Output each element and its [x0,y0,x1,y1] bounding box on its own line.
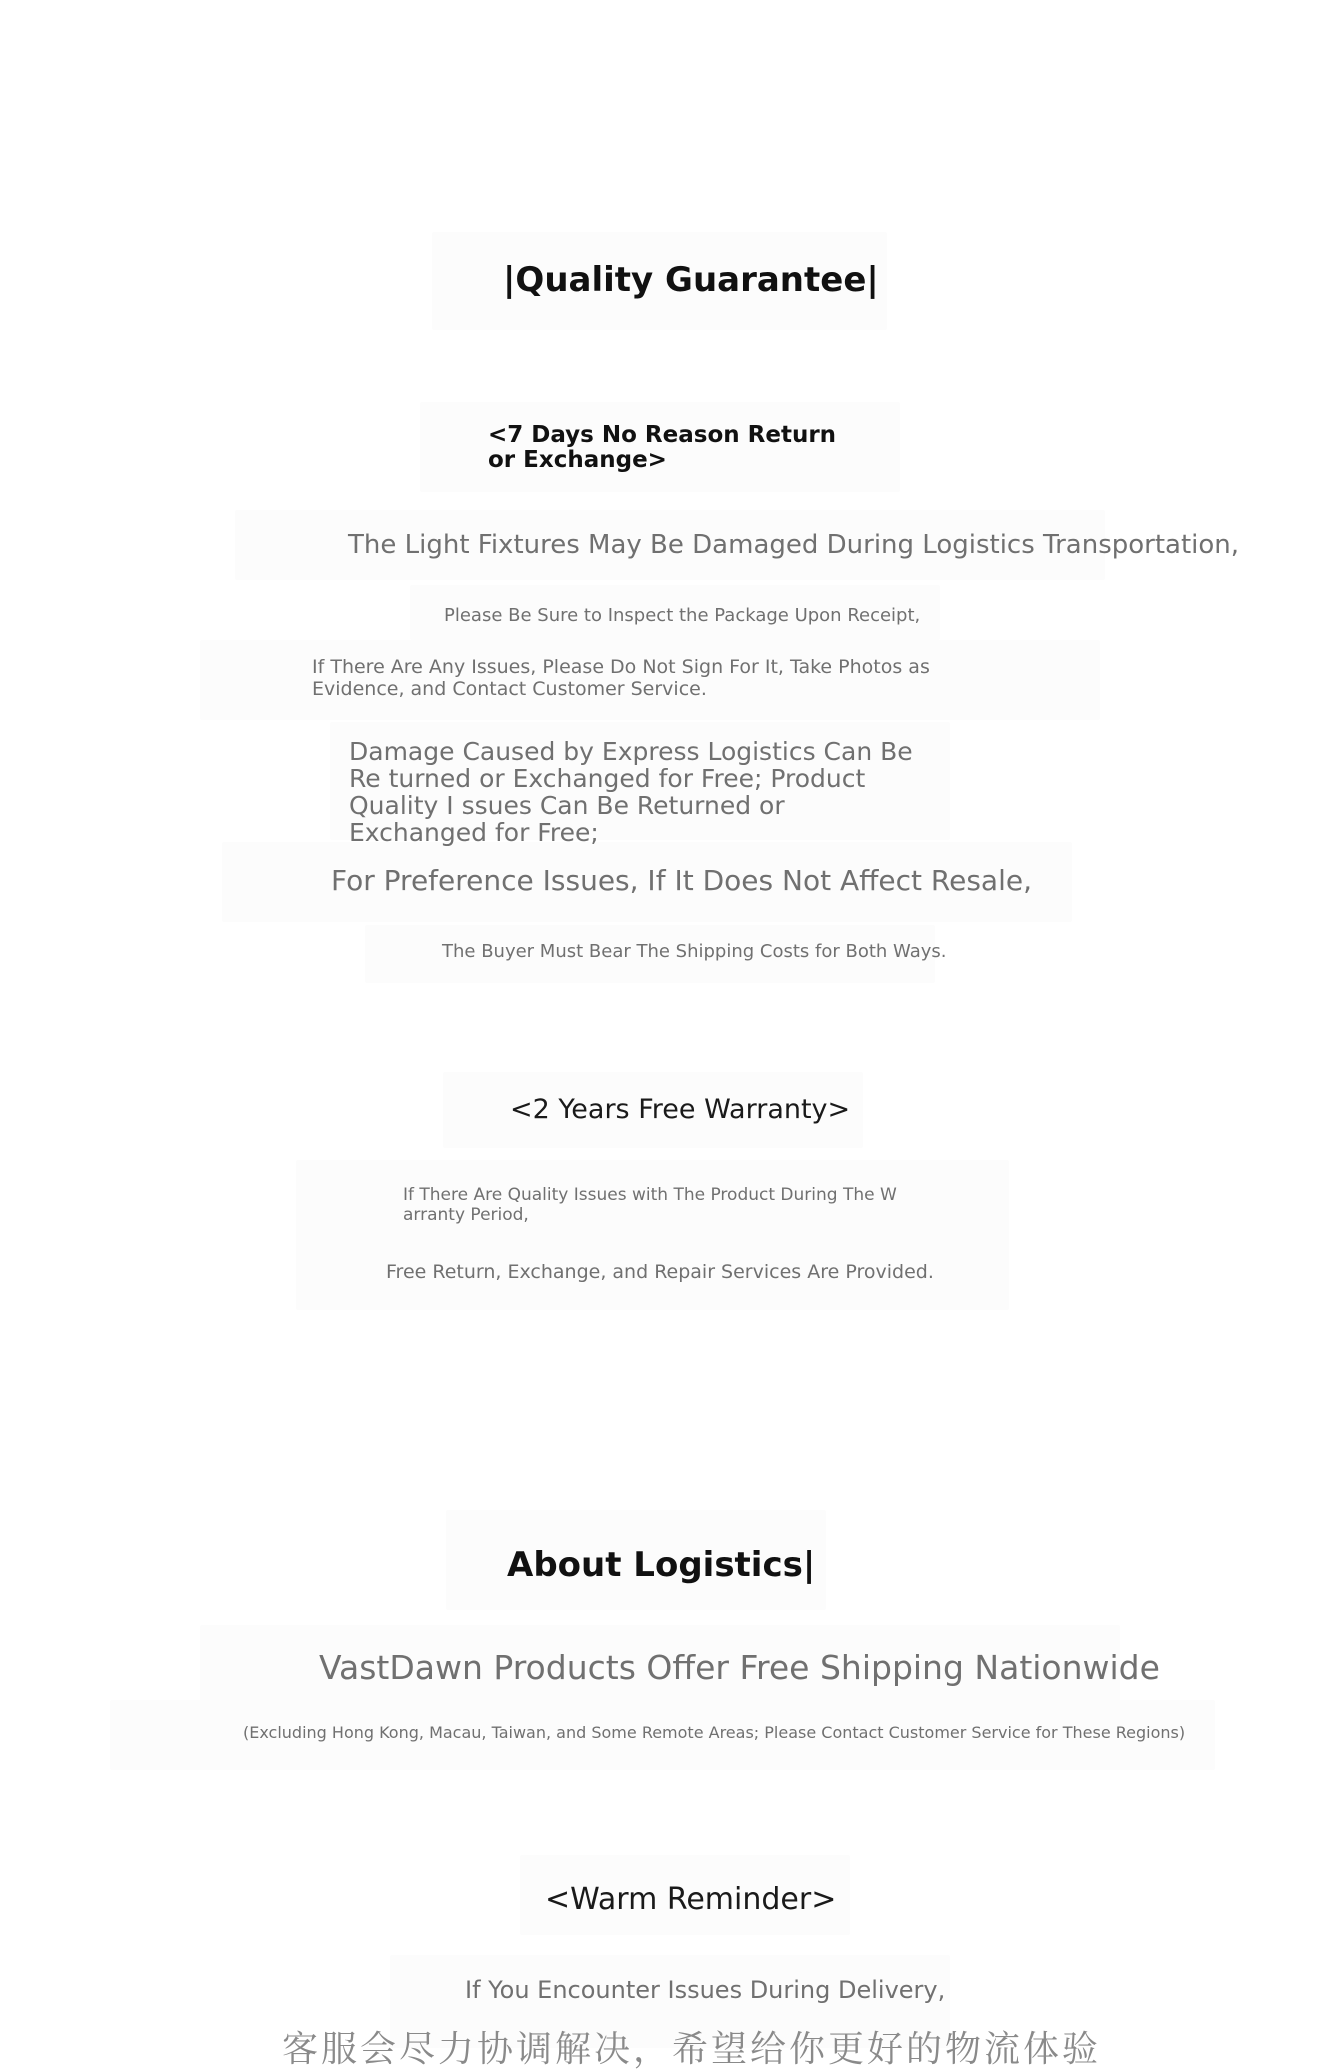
excluded-regions-text: (Excluding Hong Kong, Macau, Taiwan, and Some Remote Areas; Please Contact Customer Service for These Regions) [243,1723,1186,1742]
logistics-damage-text: The Light Fixtures May Be Damaged During Logistics Transportation, [348,530,1240,560]
free-shipping-text: VastDawn Products Offer Free Shipping Nationwide [319,1648,1160,1687]
return-exchange-heading: <7 Days No Reason Return or Exchange> [488,422,837,473]
warranty-block [296,1160,1009,1310]
free-return-text: Damage Caused by Express Logistics Can Be Re turned or Exchanged for Free; Product Quality I ssues Can Be Returned or Exchanged for Free; [349,737,913,847]
customer-service-coordination-text: 客服会尽力协调解决，希望给你更好的物流体验 [282,2029,1102,2070]
warranty-period-text: If There Are Quality Issues with The Product During The W arranty Period, [403,1185,897,1225]
contact-service-text: If There Are Any Issues, Please Do Not Sign For It, Take Photos as Evidence, and Contact Customer Service. [312,656,930,700]
quality-guarantee-title: |Quality Guarantee| [503,260,879,300]
preference-issues-text: For Preference Issues, If It Does Not Affect Resale, [331,864,1032,897]
delivery-issues-text: If You Encounter Issues During Delivery, [465,1976,946,2004]
about-logistics-title: About Logistics| [507,1545,816,1585]
warranty-heading: <2 Years Free Warranty> [510,1094,851,1125]
inspect-package-text: Please Be Sure to Inspect the Package Upon Receipt, [444,605,921,626]
warm-reminder-heading: <Warm Reminder> [545,1882,837,1917]
repair-services-text: Free Return, Exchange, and Repair Services Are Provided. [386,1261,934,1283]
shipping-cost-text: The Buyer Must Bear The Shipping Costs for Both Ways. [442,941,947,962]
